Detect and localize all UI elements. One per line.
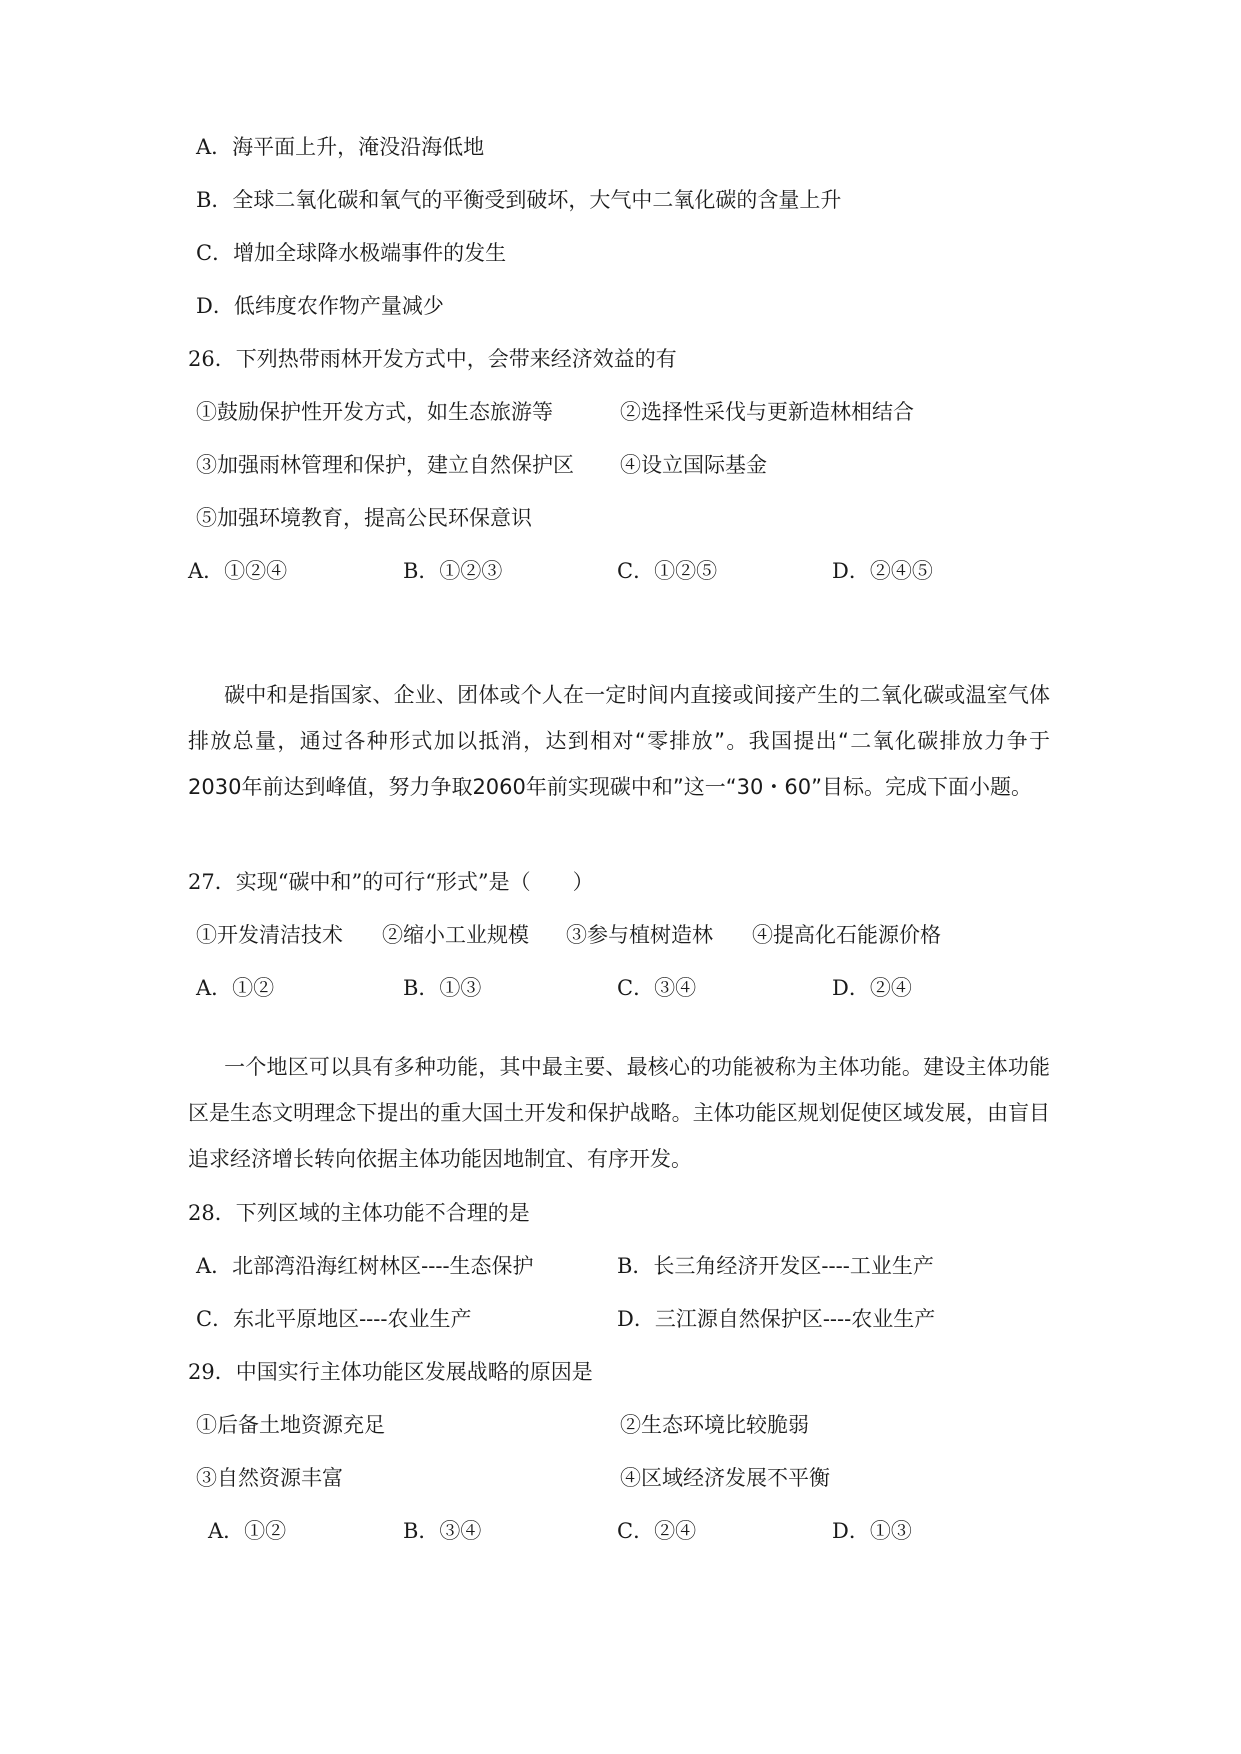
q28-stem: 28．下列区域的主体功能不合理的是 bbox=[188, 1201, 530, 1225]
q29-choice-c: C．②④ bbox=[617, 1519, 697, 1543]
q28-choice-a: A．北部湾沿海红树林区----生态保护 bbox=[196, 1254, 534, 1278]
q27-item-1: ①开发清洁技术 bbox=[196, 923, 343, 947]
q26-item-5: ⑤加强环境教育，提高公民环保意识 bbox=[196, 506, 532, 530]
q28-choice-b: B．长三角经济开发区----工业生产 bbox=[617, 1254, 934, 1278]
q27-stem: 27．实现“碳中和”的可行“形式”是（ ） bbox=[188, 870, 594, 894]
q29-item-2: ②生态环境比较脆弱 bbox=[620, 1413, 809, 1437]
q26-choice-b: B．①②③ bbox=[403, 559, 503, 583]
q27-item-3: ③参与植树造林 bbox=[566, 923, 713, 947]
q27-item-4: ④提高化石能源价格 bbox=[752, 923, 941, 947]
passage-main-functional-zone bbox=[188, 1044, 1050, 1182]
q26-item-2: ②选择性采伐与更新造林相结合 bbox=[620, 400, 914, 424]
q27-choice-a: A．①② bbox=[196, 976, 275, 1000]
q26-item-3: ③加强雨林管理和保护，建立自然保护区 bbox=[196, 453, 574, 477]
q25-option-c: C．增加全球降水极端事件的发生 bbox=[196, 241, 507, 265]
q29-item-4: ④区域经济发展不平衡 bbox=[620, 1466, 830, 1490]
q26-choice-c: C．①②⑤ bbox=[617, 559, 718, 583]
q25-option-d: D．低纬度农作物产量减少 bbox=[196, 294, 444, 318]
q27-choice-b: B．①③ bbox=[403, 976, 482, 1000]
q29-stem: 29．中国实行主体功能区发展战略的原因是 bbox=[188, 1360, 593, 1384]
passage-carbon-neutrality-text: 碳中和是指国家、企业、团体或个人在一定时间内直接或间接产生的二氧化碳或温室气体排放总量，通过各种形式加以抵消，达到相对“零排放”。我国提出“二氧化碳排放力争于2030年前达到峰值，努力争取2060年前实现碳中和”这一“30・60”目标。完成下面小题。 bbox=[188, 683, 1050, 799]
q26-choice-a: A．①②④ bbox=[188, 559, 288, 583]
q27-item-2: ②缩小工业规模 bbox=[382, 923, 529, 947]
q29-item-3: ③自然资源丰富 bbox=[196, 1466, 343, 1490]
q29-choice-a: A．①② bbox=[208, 1519, 287, 1543]
q29-item-1: ①后备土地资源充足 bbox=[196, 1413, 385, 1437]
q26-item-1: ①鼓励保护性开发方式，如生态旅游等 bbox=[196, 400, 553, 424]
q29-choice-d: D．①③ bbox=[832, 1519, 912, 1543]
q25-option-b: B．全球二氧化碳和氧气的平衡受到破坏，大气中二氧化碳的含量上升 bbox=[196, 188, 842, 212]
q29-choice-b: B．③④ bbox=[403, 1519, 482, 1543]
q25-option-a: A．海平面上升，淹没沿海低地 bbox=[196, 135, 485, 159]
q27-choice-c: C．③④ bbox=[617, 976, 697, 1000]
q28-choice-d: D．三江源自然保护区----农业生产 bbox=[617, 1307, 936, 1331]
q27-choice-d: D．②④ bbox=[832, 976, 912, 1000]
passage-carbon-neutrality bbox=[188, 672, 1050, 810]
q26-stem: 26．下列热带雨林开发方式中，会带来经济效益的有 bbox=[188, 347, 677, 371]
q26-item-4: ④设立国际基金 bbox=[620, 453, 767, 477]
passage-main-functional-zone-text: 一个地区可以具有多种功能，其中最主要、最核心的功能被称为主体功能。建设主体功能区是生态文明理念下提出的重大国土开发和保护战略。主体功能区规划促使区域发展，由盲目追求经济增长转向依据主体功能因地制宜、有序开发。 bbox=[188, 1055, 1050, 1171]
q28-choice-c: C．东北平原地区----农业生产 bbox=[196, 1307, 472, 1331]
q26-choice-d: D．②④⑤ bbox=[832, 559, 933, 583]
